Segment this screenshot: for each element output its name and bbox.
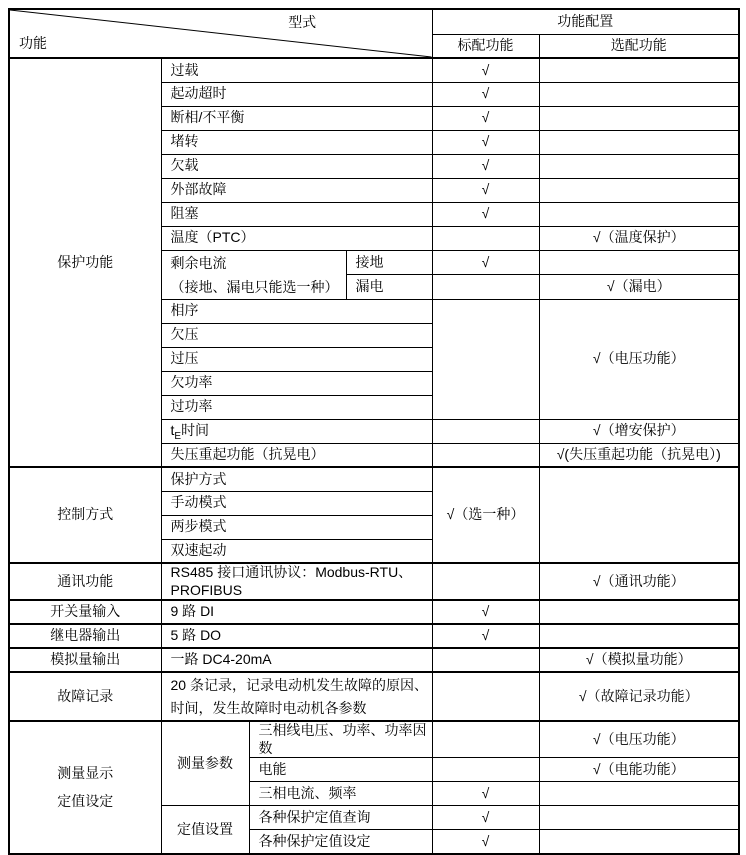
section-control-label: 控制方式 (9, 467, 161, 563)
row-name-start-timeout: 起动超时 (161, 82, 432, 106)
std-setting-set: √ (432, 830, 539, 854)
std-di: √ (432, 600, 539, 624)
subsection-measure-params-label: 测量参数 (161, 721, 249, 806)
std-leakage (432, 275, 539, 300)
row-name-phase-sequence: 相序 (161, 299, 432, 323)
measure-label-line2: 定值设定 (57, 793, 114, 810)
row-name-setting-set: 各种保护定值设定 (249, 830, 432, 854)
std-fault (432, 672, 539, 721)
row-name-ao: 一路 DC4-20mA (161, 648, 432, 672)
section-di-label: 开关量输入 (9, 600, 161, 624)
row-name-two-step-mode: 两步模式 (161, 515, 432, 539)
std-grounding: √ (432, 250, 539, 275)
std-jam: √ (432, 202, 539, 226)
std-ao (432, 648, 539, 672)
optional-column-header: 选配功能 (539, 34, 739, 58)
measure-label-line1: 测量显示 (57, 765, 114, 782)
row-name-manual-mode: 手动模式 (161, 491, 432, 515)
std-comm (432, 563, 539, 600)
opt-underload (539, 154, 739, 178)
config-group-header: 功能配置 (432, 9, 739, 34)
row-name-current-frequency: 三相电流、频率 (249, 782, 432, 806)
std-voltage-group (432, 299, 539, 419)
row-name-restart: 失压重起功能（抗晃电） (161, 443, 432, 467)
section-measure-label (9, 721, 161, 854)
opt-comm: √（通讯功能） (539, 563, 739, 600)
row-name-setting-query: 各种保护定值查询 (249, 806, 432, 830)
section-protection-label: 保护功能 (9, 58, 161, 467)
opt-setting-set (539, 830, 739, 854)
std-te-time (432, 419, 539, 443)
row-name-grounding: 接地 (346, 250, 432, 275)
section-comm-label: 通讯功能 (9, 563, 161, 600)
std-phase-loss: √ (432, 106, 539, 130)
function-config-table (8, 8, 740, 855)
opt-leakage: √（漏电） (539, 275, 739, 300)
section-fault-label: 故障记录 (9, 672, 161, 721)
row-name-di: 9 路 DI (161, 600, 432, 624)
row-name-jam: 阻塞 (161, 202, 432, 226)
row-name-do: 5 路 DO (161, 624, 432, 648)
opt-restart: √(失压重起功能（抗晃电）) (539, 443, 739, 467)
row-name-rs485: RS485 接口通讯协议：Modbus-RTU、PROFIBUS (161, 563, 432, 600)
row-name-two-speed-start: 双速起动 (161, 539, 432, 563)
diagonal-divider-line (10, 10, 432, 57)
residual-current-line2: （接地、漏电只能选一种） (170, 278, 339, 295)
std-control-group: √（选一种） (432, 467, 539, 563)
opt-jam (539, 202, 739, 226)
opt-control-group (539, 467, 739, 563)
opt-external-fault (539, 178, 739, 202)
std-current-frequency: √ (432, 782, 539, 806)
subsection-settings-label: 定值设置 (161, 806, 249, 854)
opt-energy: √（电能功能） (539, 758, 739, 782)
section-ao-label: 模拟量输出 (9, 648, 161, 672)
row-name-phase-loss: 断相/不平衡 (161, 106, 432, 130)
std-do: √ (432, 624, 539, 648)
te-rest: 时间 (181, 422, 210, 439)
standard-column-header: 标配功能 (432, 34, 539, 58)
row-name-energy: 电能 (249, 758, 432, 782)
row-name-residual-current (161, 250, 346, 299)
type-header-label: 型式 (288, 14, 317, 30)
opt-ao: √（模拟量功能） (539, 648, 739, 672)
row-name-three-phase-voltage: 三相线电压、功率、功率因数 (249, 721, 432, 758)
row-name-overpower: 过功率 (161, 395, 432, 419)
section-do-label: 继电器输出 (9, 624, 161, 648)
opt-three-phase-voltage: √（电压功能） (539, 721, 739, 758)
row-name-stall: 堵转 (161, 130, 432, 154)
residual-current-line1: 剩余电流 (170, 254, 227, 271)
std-start-timeout: √ (432, 82, 539, 106)
opt-grounding (539, 250, 739, 275)
row-name-fault-desc: 20 条记录，记录电动机发生故障的原因、时间，发生故障时电动机各参数 (161, 672, 432, 721)
opt-setting-query (539, 806, 739, 830)
std-overload: √ (432, 58, 539, 82)
std-external-fault: √ (432, 178, 539, 202)
opt-overload (539, 58, 739, 82)
opt-fault: √（故障记录功能） (539, 672, 739, 721)
std-underload: √ (432, 154, 539, 178)
row-name-temperature-ptc: 温度（PTC） (161, 226, 432, 250)
opt-te-time: √（增安保护） (539, 419, 739, 443)
opt-start-timeout (539, 82, 739, 106)
std-restart (432, 443, 539, 467)
std-setting-query: √ (432, 806, 539, 830)
opt-stall (539, 130, 739, 154)
opt-do (539, 624, 739, 648)
opt-phase-loss (539, 106, 739, 130)
opt-voltage-group: √（电压功能） (539, 299, 739, 419)
row-name-protect-mode: 保护方式 (161, 467, 432, 491)
row-name-undervoltage: 欠压 (161, 323, 432, 347)
te-subscript: E (174, 431, 182, 443)
spec-table-container (8, 8, 740, 855)
row-name-underpower: 欠功率 (161, 371, 432, 395)
opt-temperature-ptc: √（温度保护） (539, 226, 739, 250)
row-name-overload: 过载 (161, 58, 432, 82)
opt-current-frequency (539, 782, 739, 806)
function-header-label: 功能 (19, 34, 47, 51)
row-name-underload: 欠载 (161, 154, 432, 178)
std-temperature-ptc (432, 226, 539, 250)
row-name-external-fault: 外部故障 (161, 178, 432, 202)
std-energy (432, 758, 539, 782)
row-name-te-time (161, 419, 432, 443)
corner-header-cell (9, 9, 432, 58)
te-base: t (170, 422, 175, 439)
row-name-overvoltage: 过压 (161, 347, 432, 371)
opt-di (539, 600, 739, 624)
std-stall: √ (432, 130, 539, 154)
row-name-leakage: 漏电 (346, 275, 432, 300)
std-three-phase-voltage (432, 721, 539, 758)
